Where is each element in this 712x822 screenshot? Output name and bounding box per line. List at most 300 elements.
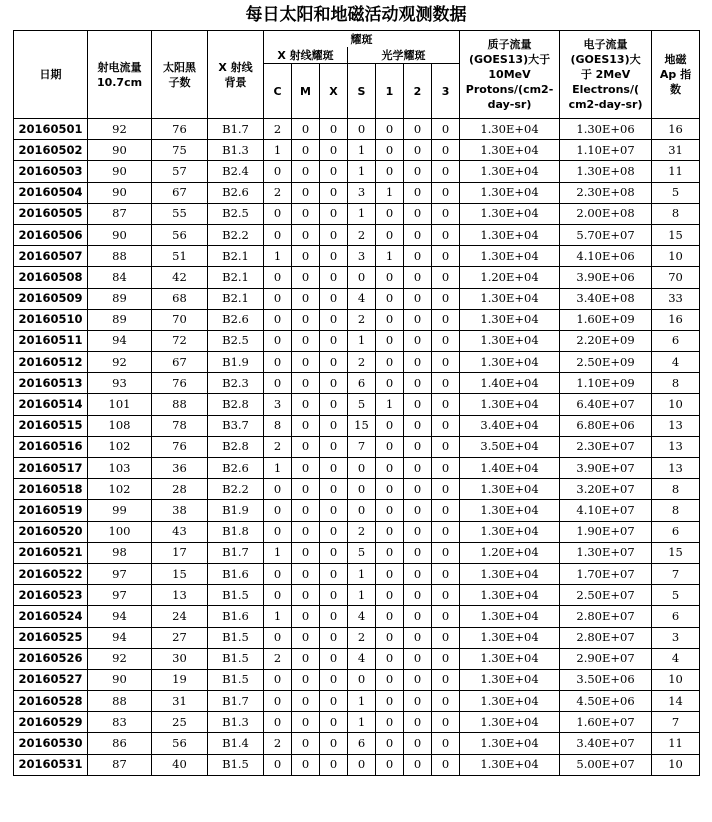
cell-electron-flux: 1.10E+07 <box>560 140 652 161</box>
table-row <box>14 691 700 712</box>
cell-radio-flux: 88 <box>88 691 152 712</box>
cell-ap-index: 3 <box>652 627 700 648</box>
cell-flare-c: 0 <box>264 288 292 309</box>
cell-flare-m: 0 <box>292 330 320 351</box>
cell-flare-m: 0 <box>292 352 320 373</box>
cell-radio-flux: 88 <box>88 246 152 267</box>
cell-xray-background: B2.8 <box>208 394 264 415</box>
cell-sunspot-number: 72 <box>152 330 208 351</box>
cell-proton-flux: 1.30E+04 <box>460 161 560 182</box>
cell-radio-flux: 108 <box>88 415 152 436</box>
cell-radio-flux: 89 <box>88 288 152 309</box>
cell-flare-x: 0 <box>320 733 348 754</box>
cell-ap-index: 10 <box>652 669 700 690</box>
cell-proton-flux: 1.30E+04 <box>460 203 560 224</box>
cell-flare-3: 0 <box>432 606 460 627</box>
cell-radio-flux: 87 <box>88 203 152 224</box>
cell-flare-2: 0 <box>404 669 432 690</box>
cell-flare-c: 0 <box>264 224 292 245</box>
cell-flare-x: 0 <box>320 458 348 479</box>
cell-flare-1: 0 <box>376 627 404 648</box>
cell-date: 20160508 <box>14 267 88 288</box>
cell-flare-s: 2 <box>348 224 376 245</box>
cell-electron-flux: 1.30E+07 <box>560 542 652 563</box>
cell-proton-flux: 1.30E+04 <box>460 479 560 500</box>
cell-radio-flux: 97 <box>88 585 152 606</box>
cell-xray-background: B1.3 <box>208 140 264 161</box>
cell-radio-flux: 90 <box>88 161 152 182</box>
cell-electron-flux: 2.30E+08 <box>560 182 652 203</box>
header-flare-x: X <box>320 64 348 119</box>
cell-flare-s: 0 <box>348 754 376 775</box>
cell-ap-index: 70 <box>652 267 700 288</box>
cell-xray-background: B1.3 <box>208 712 264 733</box>
cell-flare-s: 1 <box>348 140 376 161</box>
cell-proton-flux: 3.50E+04 <box>460 436 560 457</box>
cell-flare-1: 0 <box>376 373 404 394</box>
cell-flare-c: 0 <box>264 521 292 542</box>
cell-flare-m: 0 <box>292 436 320 457</box>
cell-flare-c: 0 <box>264 373 292 394</box>
cell-flare-2: 0 <box>404 606 432 627</box>
cell-xray-background: B2.6 <box>208 458 264 479</box>
cell-date: 20160511 <box>14 330 88 351</box>
cell-flare-m: 0 <box>292 627 320 648</box>
cell-proton-flux: 3.40E+04 <box>460 415 560 436</box>
cell-flare-1: 0 <box>376 479 404 500</box>
cell-flare-m: 0 <box>292 542 320 563</box>
cell-xray-background: B2.5 <box>208 330 264 351</box>
cell-sunspot-number: 57 <box>152 161 208 182</box>
cell-sunspot-number: 25 <box>152 712 208 733</box>
cell-flare-s: 1 <box>348 691 376 712</box>
cell-flare-s: 1 <box>348 563 376 584</box>
cell-ap-index: 14 <box>652 691 700 712</box>
cell-ap-index: 4 <box>652 648 700 669</box>
cell-sunspot-number: 75 <box>152 140 208 161</box>
cell-ap-index: 13 <box>652 436 700 457</box>
cell-xray-background: B2.3 <box>208 373 264 394</box>
cell-flare-m: 0 <box>292 246 320 267</box>
cell-sunspot-number: 24 <box>152 606 208 627</box>
cell-flare-c: 3 <box>264 394 292 415</box>
header-xray-background: X 射线 背景 <box>208 31 264 119</box>
cell-flare-2: 0 <box>404 712 432 733</box>
cell-flare-3: 0 <box>432 436 460 457</box>
cell-flare-2: 0 <box>404 436 432 457</box>
cell-flare-m: 0 <box>292 224 320 245</box>
cell-electron-flux: 2.00E+08 <box>560 203 652 224</box>
cell-date: 20160510 <box>14 309 88 330</box>
cell-flare-3: 0 <box>432 627 460 648</box>
cell-flare-x: 0 <box>320 648 348 669</box>
cell-ap-index: 6 <box>652 606 700 627</box>
cell-flare-s: 2 <box>348 352 376 373</box>
table-row <box>14 500 700 521</box>
cell-xray-background: B1.7 <box>208 691 264 712</box>
cell-xray-background: B2.2 <box>208 479 264 500</box>
cell-sunspot-number: 31 <box>152 691 208 712</box>
table-row <box>14 436 700 457</box>
cell-electron-flux: 1.10E+09 <box>560 373 652 394</box>
cell-ap-index: 33 <box>652 288 700 309</box>
cell-flare-c: 1 <box>264 458 292 479</box>
cell-flare-s: 4 <box>348 288 376 309</box>
cell-flare-s: 7 <box>348 436 376 457</box>
cell-flare-3: 0 <box>432 161 460 182</box>
cell-sunspot-number: 76 <box>152 119 208 140</box>
cell-radio-flux: 90 <box>88 140 152 161</box>
cell-flare-c: 0 <box>264 669 292 690</box>
cell-xray-background: B1.6 <box>208 563 264 584</box>
cell-flare-3: 0 <box>432 309 460 330</box>
cell-electron-flux: 1.70E+07 <box>560 563 652 584</box>
cell-ap-index: 7 <box>652 563 700 584</box>
cell-electron-flux: 6.40E+07 <box>560 394 652 415</box>
cell-flare-3: 0 <box>432 119 460 140</box>
cell-date: 20160522 <box>14 563 88 584</box>
cell-proton-flux: 1.30E+04 <box>460 691 560 712</box>
cell-flare-x: 0 <box>320 309 348 330</box>
cell-flare-m: 0 <box>292 288 320 309</box>
cell-flare-m: 0 <box>292 669 320 690</box>
cell-electron-flux: 2.80E+07 <box>560 627 652 648</box>
header-flare-1: 1 <box>376 64 404 119</box>
cell-flare-1: 0 <box>376 521 404 542</box>
cell-sunspot-number: 76 <box>152 436 208 457</box>
cell-flare-m: 0 <box>292 309 320 330</box>
cell-sunspot-number: 56 <box>152 224 208 245</box>
cell-flare-2: 0 <box>404 224 432 245</box>
cell-electron-flux: 3.90E+07 <box>560 458 652 479</box>
cell-flare-m: 0 <box>292 140 320 161</box>
cell-proton-flux: 1.30E+04 <box>460 140 560 161</box>
cell-xray-background: B1.5 <box>208 648 264 669</box>
cell-electron-flux: 1.60E+07 <box>560 712 652 733</box>
cell-ap-index: 8 <box>652 373 700 394</box>
cell-ap-index: 6 <box>652 521 700 542</box>
cell-xray-background: B2.1 <box>208 246 264 267</box>
table-row <box>14 648 700 669</box>
cell-date: 20160501 <box>14 119 88 140</box>
cell-proton-flux: 1.30E+04 <box>460 394 560 415</box>
table-row <box>14 627 700 648</box>
cell-sunspot-number: 17 <box>152 542 208 563</box>
cell-flare-c: 0 <box>264 309 292 330</box>
table-body <box>14 119 700 776</box>
cell-flare-3: 0 <box>432 500 460 521</box>
cell-flare-c: 0 <box>264 754 292 775</box>
cell-flare-s: 4 <box>348 606 376 627</box>
cell-flare-c: 0 <box>264 203 292 224</box>
cell-flare-1: 0 <box>376 563 404 584</box>
cell-flare-1: 0 <box>376 712 404 733</box>
cell-flare-s: 5 <box>348 394 376 415</box>
cell-flare-m: 0 <box>292 563 320 584</box>
cell-ap-index: 13 <box>652 458 700 479</box>
cell-flare-c: 0 <box>264 585 292 606</box>
cell-proton-flux: 1.30E+04 <box>460 119 560 140</box>
cell-flare-m: 0 <box>292 119 320 140</box>
cell-sunspot-number: 30 <box>152 648 208 669</box>
cell-flare-s: 1 <box>348 161 376 182</box>
cell-ap-index: 8 <box>652 479 700 500</box>
table-row <box>14 352 700 373</box>
cell-flare-3: 0 <box>432 394 460 415</box>
cell-xray-background: B1.6 <box>208 606 264 627</box>
cell-flare-m: 0 <box>292 394 320 415</box>
table-row <box>14 733 700 754</box>
cell-date: 20160506 <box>14 224 88 245</box>
cell-date: 20160515 <box>14 415 88 436</box>
cell-flare-s: 0 <box>348 119 376 140</box>
cell-flare-m: 0 <box>292 161 320 182</box>
cell-flare-1: 1 <box>376 246 404 267</box>
cell-flare-m: 0 <box>292 479 320 500</box>
cell-proton-flux: 1.30E+04 <box>460 648 560 669</box>
cell-flare-2: 0 <box>404 691 432 712</box>
cell-electron-flux: 3.20E+07 <box>560 479 652 500</box>
cell-flare-s: 0 <box>348 267 376 288</box>
cell-flare-s: 5 <box>348 542 376 563</box>
cell-xray-background: B1.7 <box>208 119 264 140</box>
cell-radio-flux: 99 <box>88 500 152 521</box>
cell-proton-flux: 1.30E+04 <box>460 330 560 351</box>
cell-flare-x: 0 <box>320 627 348 648</box>
cell-xray-background: B1.7 <box>208 542 264 563</box>
cell-electron-flux: 2.80E+07 <box>560 606 652 627</box>
page-title: 每日太阳和地磁活动观测数据 <box>245 5 467 25</box>
cell-flare-2: 0 <box>404 203 432 224</box>
cell-flare-x: 0 <box>320 754 348 775</box>
cell-ap-index: 5 <box>652 585 700 606</box>
cell-flare-3: 0 <box>432 669 460 690</box>
cell-flare-2: 0 <box>404 182 432 203</box>
cell-ap-index: 15 <box>652 224 700 245</box>
cell-flare-3: 0 <box>432 712 460 733</box>
cell-flare-x: 0 <box>320 542 348 563</box>
table-row <box>14 288 700 309</box>
cell-ap-index: 15 <box>652 542 700 563</box>
cell-flare-3: 0 <box>432 415 460 436</box>
cell-flare-x: 0 <box>320 415 348 436</box>
cell-date: 20160529 <box>14 712 88 733</box>
cell-proton-flux: 1.30E+04 <box>460 309 560 330</box>
cell-ap-index: 7 <box>652 712 700 733</box>
cell-proton-flux: 1.30E+04 <box>460 669 560 690</box>
cell-flare-m: 0 <box>292 203 320 224</box>
cell-flare-m: 0 <box>292 521 320 542</box>
cell-flare-1: 0 <box>376 203 404 224</box>
cell-date: 20160518 <box>14 479 88 500</box>
header-flare-s: S <box>348 64 376 119</box>
cell-flare-3: 0 <box>432 330 460 351</box>
cell-radio-flux: 97 <box>88 563 152 584</box>
cell-proton-flux: 1.20E+04 <box>460 542 560 563</box>
cell-flare-c: 0 <box>264 330 292 351</box>
cell-radio-flux: 102 <box>88 479 152 500</box>
cell-flare-2: 0 <box>404 267 432 288</box>
cell-proton-flux: 1.30E+04 <box>460 563 560 584</box>
cell-flare-1: 0 <box>376 309 404 330</box>
cell-flare-c: 2 <box>264 182 292 203</box>
cell-flare-c: 1 <box>264 140 292 161</box>
cell-flare-1: 0 <box>376 352 404 373</box>
cell-sunspot-number: 40 <box>152 754 208 775</box>
cell-electron-flux: 2.30E+07 <box>560 436 652 457</box>
cell-sunspot-number: 13 <box>152 585 208 606</box>
table-row <box>14 479 700 500</box>
cell-flare-2: 0 <box>404 521 432 542</box>
cell-flare-x: 0 <box>320 288 348 309</box>
cell-flare-1: 0 <box>376 288 404 309</box>
cell-flare-m: 0 <box>292 415 320 436</box>
cell-ap-index: 16 <box>652 119 700 140</box>
cell-radio-flux: 103 <box>88 458 152 479</box>
cell-flare-2: 0 <box>404 352 432 373</box>
cell-flare-1: 0 <box>376 754 404 775</box>
cell-flare-c: 0 <box>264 161 292 182</box>
cell-flare-c: 0 <box>264 563 292 584</box>
cell-xray-background: B1.5 <box>208 627 264 648</box>
cell-flare-2: 0 <box>404 415 432 436</box>
cell-radio-flux: 102 <box>88 436 152 457</box>
cell-date: 20160507 <box>14 246 88 267</box>
cell-date: 20160520 <box>14 521 88 542</box>
cell-sunspot-number: 76 <box>152 373 208 394</box>
cell-xray-background: B1.9 <box>208 352 264 373</box>
cell-flare-c: 2 <box>264 648 292 669</box>
cell-flare-x: 0 <box>320 246 348 267</box>
cell-radio-flux: 87 <box>88 754 152 775</box>
cell-flare-x: 0 <box>320 563 348 584</box>
cell-radio-flux: 98 <box>88 542 152 563</box>
cell-flare-3: 0 <box>432 521 460 542</box>
cell-flare-c: 2 <box>264 436 292 457</box>
cell-xray-background: B2.8 <box>208 436 264 457</box>
cell-radio-flux: 90 <box>88 669 152 690</box>
cell-sunspot-number: 15 <box>152 563 208 584</box>
cell-flare-2: 0 <box>404 394 432 415</box>
cell-flare-x: 0 <box>320 521 348 542</box>
table-row <box>14 415 700 436</box>
cell-proton-flux: 1.30E+04 <box>460 712 560 733</box>
table-row <box>14 521 700 542</box>
cell-flare-c: 0 <box>264 267 292 288</box>
cell-sunspot-number: 36 <box>152 458 208 479</box>
cell-flare-1: 0 <box>376 733 404 754</box>
cell-flare-3: 0 <box>432 182 460 203</box>
header-proton-flux: 质子流量 (GOES13)大于 10MeV Protons/(cm2- day-sr) <box>460 31 560 119</box>
cell-xray-background: B1.5 <box>208 754 264 775</box>
cell-electron-flux: 5.00E+07 <box>560 754 652 775</box>
cell-date: 20160530 <box>14 733 88 754</box>
cell-proton-flux: 1.30E+04 <box>460 754 560 775</box>
cell-flare-2: 0 <box>404 140 432 161</box>
cell-flare-x: 0 <box>320 479 348 500</box>
cell-flare-3: 0 <box>432 733 460 754</box>
cell-flare-x: 0 <box>320 691 348 712</box>
cell-flare-c: 1 <box>264 542 292 563</box>
cell-flare-s: 1 <box>348 585 376 606</box>
cell-sunspot-number: 70 <box>152 309 208 330</box>
header-flare-3: 3 <box>432 64 460 119</box>
cell-electron-flux: 3.40E+08 <box>560 288 652 309</box>
cell-flare-c: 0 <box>264 691 292 712</box>
cell-radio-flux: 84 <box>88 267 152 288</box>
cell-flare-1: 0 <box>376 648 404 669</box>
header-optical-flares: 光学耀斑 <box>348 47 460 64</box>
cell-flare-1: 0 <box>376 691 404 712</box>
cell-flare-s: 3 <box>348 246 376 267</box>
cell-radio-flux: 90 <box>88 182 152 203</box>
table-row <box>14 119 700 140</box>
cell-xray-background: B2.6 <box>208 309 264 330</box>
cell-electron-flux: 4.10E+06 <box>560 246 652 267</box>
cell-radio-flux: 92 <box>88 648 152 669</box>
cell-flare-s: 0 <box>348 458 376 479</box>
cell-ap-index: 10 <box>652 394 700 415</box>
cell-xray-background: B1.9 <box>208 500 264 521</box>
table-row <box>14 182 700 203</box>
cell-flare-3: 0 <box>432 140 460 161</box>
cell-ap-index: 16 <box>652 309 700 330</box>
cell-sunspot-number: 78 <box>152 415 208 436</box>
cell-flare-m: 0 <box>292 754 320 775</box>
cell-flare-1: 0 <box>376 542 404 563</box>
cell-electron-flux: 3.40E+07 <box>560 733 652 754</box>
cell-radio-flux: 83 <box>88 712 152 733</box>
cell-radio-flux: 93 <box>88 373 152 394</box>
cell-radio-flux: 86 <box>88 733 152 754</box>
cell-radio-flux: 94 <box>88 330 152 351</box>
cell-flare-3: 0 <box>432 542 460 563</box>
cell-flare-m: 0 <box>292 458 320 479</box>
cell-flare-x: 0 <box>320 436 348 457</box>
cell-electron-flux: 1.30E+06 <box>560 119 652 140</box>
cell-sunspot-number: 67 <box>152 182 208 203</box>
cell-sunspot-number: 88 <box>152 394 208 415</box>
cell-electron-flux: 4.50E+06 <box>560 691 652 712</box>
cell-flare-s: 4 <box>348 648 376 669</box>
header-electron-flux: 电子流量 (GOES13)大 于 2MeV Electrons/( cm2-day-sr) <box>560 31 652 119</box>
cell-ap-index: 6 <box>652 330 700 351</box>
cell-proton-flux: 1.30E+04 <box>460 585 560 606</box>
cell-flare-3: 0 <box>432 754 460 775</box>
cell-xray-background: B1.8 <box>208 521 264 542</box>
cell-proton-flux: 1.40E+04 <box>460 458 560 479</box>
table-row <box>14 394 700 415</box>
cell-date: 20160505 <box>14 203 88 224</box>
cell-flare-2: 0 <box>404 119 432 140</box>
cell-proton-flux: 1.30E+04 <box>460 606 560 627</box>
cell-electron-flux: 2.50E+09 <box>560 352 652 373</box>
cell-flare-2: 0 <box>404 458 432 479</box>
cell-flare-1: 0 <box>376 606 404 627</box>
cell-flare-c: 0 <box>264 479 292 500</box>
table-row <box>14 458 700 479</box>
cell-flare-m: 0 <box>292 648 320 669</box>
cell-date: 20160509 <box>14 288 88 309</box>
cell-proton-flux: 1.30E+04 <box>460 733 560 754</box>
cell-flare-3: 0 <box>432 267 460 288</box>
cell-date: 20160519 <box>14 500 88 521</box>
cell-flare-m: 0 <box>292 585 320 606</box>
cell-flare-1: 0 <box>376 585 404 606</box>
cell-flare-s: 3 <box>348 182 376 203</box>
cell-electron-flux: 1.30E+08 <box>560 161 652 182</box>
cell-flare-x: 0 <box>320 500 348 521</box>
